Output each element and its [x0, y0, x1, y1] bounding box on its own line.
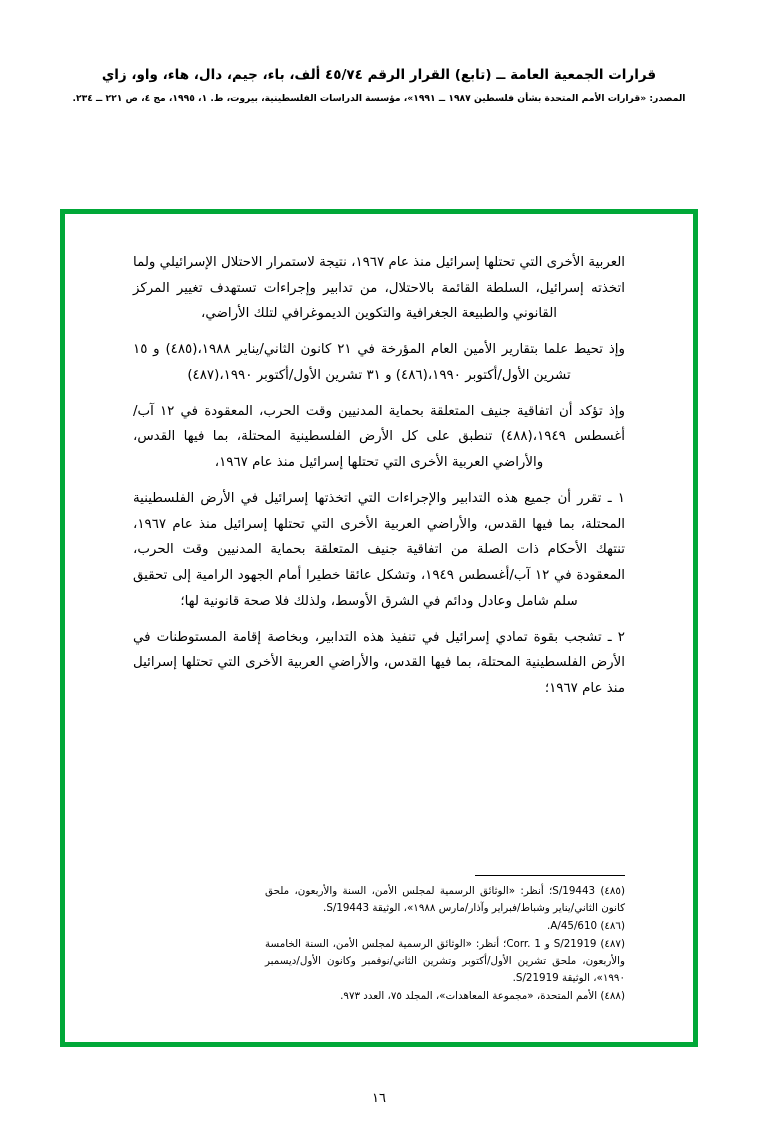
- document-page: [0, 66, 758, 1144]
- footnote-item: (٤٨٦) A/45/610.: [547, 920, 625, 933]
- paragraph: العربية الأخرى التي تحتلها إسرائيل منذ عام ١٩٦٧، نتيجة لاستمرار الاحتلال الإسرائيلي ولما اتخذته إسرائيل، السلطة القائمة بالاحتلال، من تدابير وإجراءات تستهدف تغيير المركز القانوني والطبيعة الجغرافية والتكوين الديموغرافي لتلك الأراضي،: [133, 255, 626, 322]
- footnotes-section: [265, 875, 625, 1006]
- footnote-item: (٤٨٨) الأمم المتحدة، «مجموعة المعاهدات»، المجلد ٧٥، العدد ٩٧٣.: [340, 990, 625, 1003]
- page-header: [0, 66, 758, 106]
- page-title: قرارات الجمعية العامة ــ (تابع) القرار الرقم ٤٥/٧٤ ألف، باء، جيم، دال، هاء، واو، زاي: [101, 67, 657, 83]
- green-border-frame: [60, 209, 698, 1047]
- paragraph: وإذ تؤكد أن اتفاقية جنيف المتعلقة بحماية المدنيين وقت الحرب، المعقودة في ١٢ آب/أغسطس ١٩٤٩،(٤٨٨) تنطبق على كل الأرض الفلسطينية المحتلة، بما فيها القدس، والأراضي العربية الأخرى التي تحتلها إسرائيل منذ عام ١٩٦٧،: [133, 403, 625, 471]
- footnotes-list: [265, 883, 625, 1005]
- footnote-separator: [475, 875, 625, 876]
- footnote-item: (٤٨٧) S/21919 و Corr. 1؛ أنظر: «الوثائق الرسمية لمجلس الأمن، السنة الخامسة والأربعون، ملحق تشرين الأول/أكتوبر وتشرين الثاني/نوفمبر وكانون الأول/ديسمبر ١٩٩٠»، الوثيقة S/21919.: [265, 938, 625, 985]
- frame-content: [65, 214, 693, 1042]
- source-line: المصدر: «قرارات الأمم المتحدة بشأن فلسطين ١٩٨٧ ــ ١٩٩١»، مؤسسة الدراسات الفلسطينية، بيروت، ط. ١، ١٩٩٥، مج ٤، ص ٢٢١ ــ ٢٣٤.: [72, 92, 686, 104]
- footnote-item: (٤٨٥) S/19443؛ أنظر: «الوثائق الرسمية لمجلس الأمن، السنة والأربعون، ملحق كانون الثاني/يناير وشباط/فبراير وآذار/مارس ١٩٨٨»، الوثيقة S/19443.: [265, 885, 625, 915]
- paragraph: ١ ـ تقرر أن جميع هذه التدابير والإجراءات التي اتخذتها إسرائيل في الأرض الفلسطينية المحتلة، بما فيها القدس، والأراضي العربية الأخرى التي تحتلها إسرائيل منذ عام ١٩٦٧، تنتهك الأحكام ذات الصلة من اتفاقية جنيف المتعلقة بحماية المدنيين وقت الحرب، المعقودة في ١٢ آب/أغسطس ١٩٤٩، وتشكل عائقا خطيرا أمام الجهود الرامية إلى تحقيق سلم شامل وعادل ودائم في الشرق الأوسط، ولذلك فلا صحة قانونية لها؛: [133, 490, 625, 609]
- page-number: ١٦: [372, 1091, 386, 1106]
- paragraph: وإذ تحيط علما بتقارير الأمين العام المؤرخة في ٢١ كانون الثاني/يناير ١٩٨٨،(٤٨٥) و ١٥ تشرين الأول/أكتوبر ١٩٩٠،(٤٨٦) و ٣١ تشرين الأول/أكتوبر ١٩٩٠،(٤٨٧): [133, 342, 625, 383]
- body-text: [133, 250, 625, 702]
- paragraph: ٢ ـ تشجب بقوة تمادي إسرائيل في تنفيذ هذه التدابير، وبخاصة إقامة المستوطنات في الأرض الفلسطينية المحتلة، بما فيها القدس، والأراضي العربية الأخرى التي تحتلها إسرائيل منذ عام ١٩٦٧؛: [133, 629, 625, 697]
